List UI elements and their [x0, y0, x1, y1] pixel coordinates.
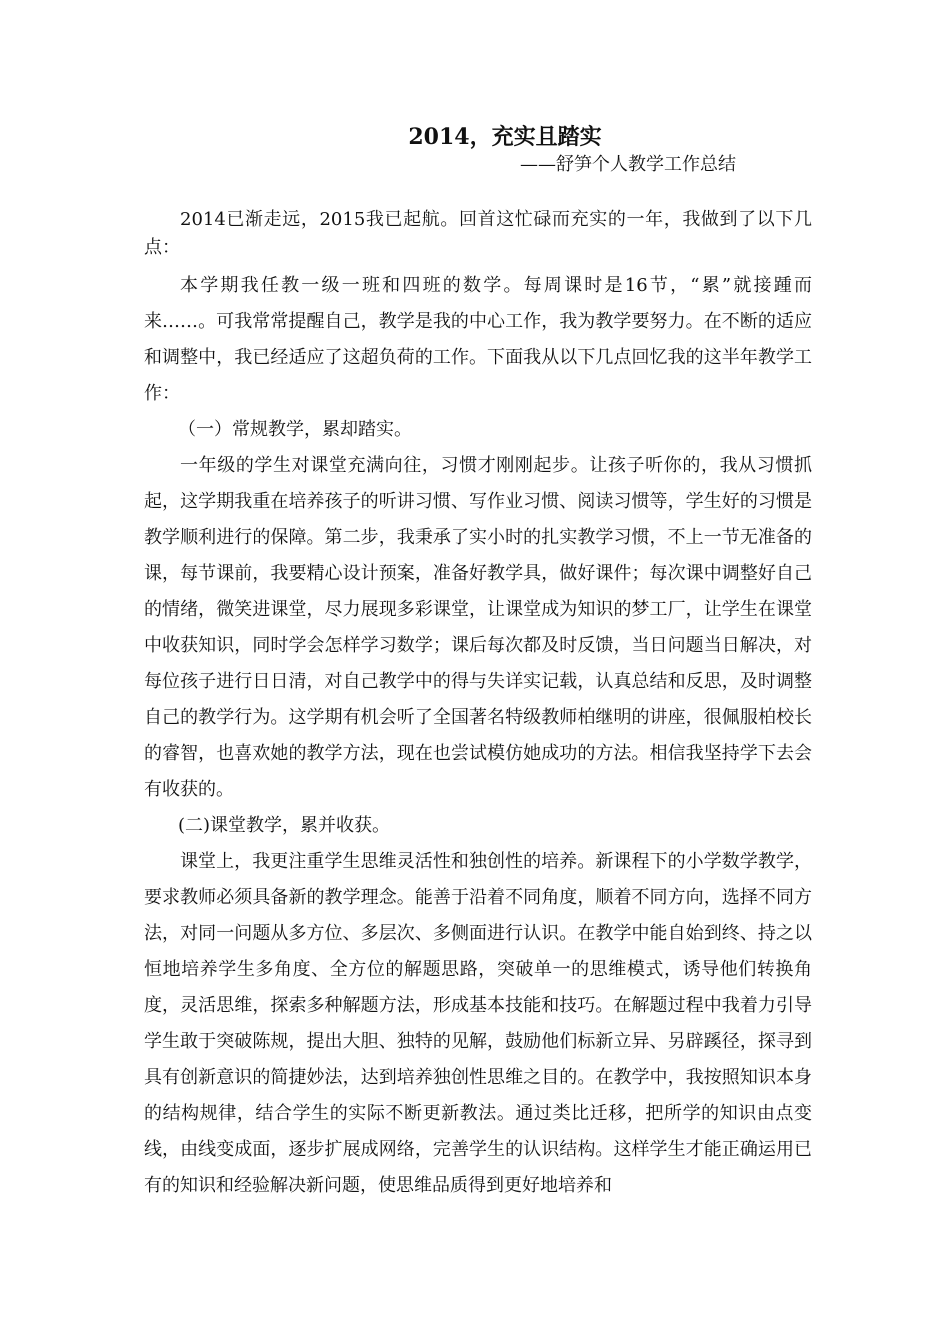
- section-heading-classroom: (二)课堂教学，累并收获。: [178, 815, 391, 836]
- document-body: [144, 206, 812, 1204]
- paragraph-classroom: 课堂上，我更注重学生思维灵活性和独创性的培养。新课程下的小学数学教学，要求教师必须具备新的教学理念。能善于沿着不同角度，顺着不同方向，选择不同方法，对同一问题从多方位、多层次、多侧面进行认识。在教学中能自始到终、持之以恒地培养学生多角度、全方位的解题思路，突破单一的思维模式，诱导他们转换角度，灵活思维，探索多种解题方法，形成基本技能和技巧。在解题过程中我着力引导学生敢于突破陈规，提出大胆、独特的见解，鼓励他们标新立异、另辟蹊径，探寻到具有创新意识的简捷妙法，达到培养独创性思维之目的。在教学中，我按照知识本身的结构规律，结合学生的实际不断更新教法。通过类比迁移，把所学的知识由点变线，由线变成面，逐步扩展成网络，完善学生的认识结构。这样学生才能正确运用已有的知识和经验解决新问题，使思维品质得到更好地培养和: [144, 851, 812, 1196]
- document-title: 2014，充实且踏实: [408, 124, 602, 150]
- document-subtitle: ——舒笋个人教学工作总结: [520, 154, 736, 175]
- paragraph-overview: 本学期我任教一级一班和四班的数学。每周课时是16节，“累”就接踵而来……。可我常常提醒自己，教学是我的中心工作，我为教学要努力。在不断的适应和调整中，我已经适应了这超负荷的工作。下面我从以下几点回忆我的这半年教学工作：: [144, 275, 812, 404]
- section-heading-routine: （一）常规教学，累却踏实。: [178, 419, 412, 440]
- paragraph-intro: 2014已渐走远，2015我已起航。回首这忙碌而充实的一年，我做到了以下几点：: [144, 209, 812, 258]
- paragraph-routine: 一年级的学生对课堂充满向往，习惯才刚刚起步。让孩子听你的，我从习惯抓起，这学期我重在培养孩子的听讲习惯、写作业习惯、阅读习惯等，学生好的习惯是教学顺利进行的保障。第二步，我秉承了实小时的扎实教学习惯，不上一节无准备的课，每节课前，我要精心设计预案，准备好教学具，做好课件；每次课中调整好自己的情绪，微笑进课堂，尽力展现多彩课堂，让课堂成为知识的梦工厂，让学生在课堂中收获知识，同时学会怎样学习数学；课后每次都及时反馈，当日问题当日解决，对每位孩子进行日日清，对自己教学中的得与失详实记载，认真总结和反思，及时调整自己的教学行为。这学期有机会听了全国著名特级教师柏继明的讲座，很佩服柏校长的睿智，也喜欢她的教学方法，现在也尝试模仿她成功的方法。相信我坚持学下去会有收获的。: [144, 455, 812, 800]
